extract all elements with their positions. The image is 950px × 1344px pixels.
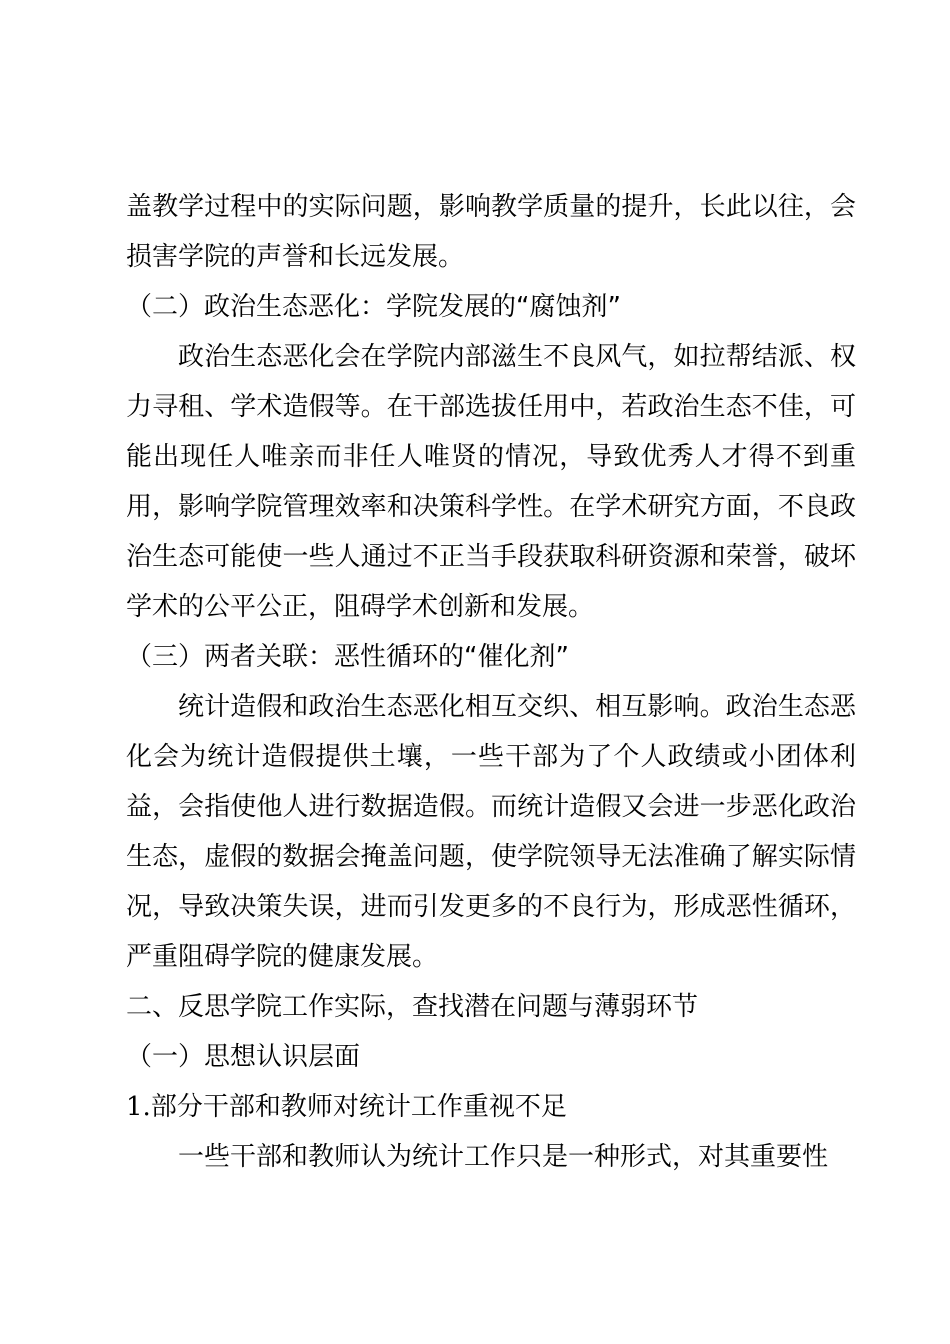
numbered-subheading bbox=[126, 1082, 856, 1132]
section-heading-relationship: （三）两者关联：恶性循环的“催化剂” bbox=[126, 642, 569, 672]
subheading-number: 1. bbox=[126, 1092, 151, 1122]
document-body bbox=[126, 182, 856, 1182]
subheading-text: 部分干部和教师对统计工作重视不足 bbox=[150, 1092, 567, 1122]
chapter-heading-reflection: 二、反思学院工作实际，查找潜在问题与薄弱环节 bbox=[126, 992, 699, 1022]
body-paragraph-relationship: 统计造假和政治生态恶化相互交织、相互影响。政治生态恶化会为统计造假提供土壤，一些干部为了个人政绩或小团体利益，会指使他人进行数据造假。而统计造假又会进一步恶化政治生态，虚假的数据会掩盖问题，使学院领导无法准确了解实际情况，导致决策失误，进而引发更多的不良行为，形成恶性循环，严重阻碍学院的健康发展。 bbox=[126, 692, 856, 972]
section-heading-political-ecology: （二）政治生态恶化：学院发展的“腐蚀剂” bbox=[126, 292, 621, 322]
body-paragraph-statistics-awareness: 一些干部和教师认为统计工作只是一种形式，对其重要性 bbox=[178, 1142, 829, 1172]
section-heading-ideology: （一）思想认识层面 bbox=[126, 1042, 361, 1072]
continuation-paragraph: 盖教学过程中的实际问题，影响教学质量的提升，长此以往，会损害学院的声誉和长远发展。 bbox=[126, 192, 856, 272]
body-paragraph-political-ecology: 政治生态恶化会在学院内部滋生不良风气，如拉帮结派、权力寻租、学术造假等。在干部选拔任用中，若政治生态不佳，可能出现任人唯亲而非任人唯贤的情况，导致优秀人才得不到重用，影响学院管理效率和决策科学性。在学术研究方面，不良政治生态可能使一些人通过不正当手段获取科研资源和荣誉，破坏学术的公平公正，阻碍学术创新和发展。 bbox=[126, 342, 856, 622]
